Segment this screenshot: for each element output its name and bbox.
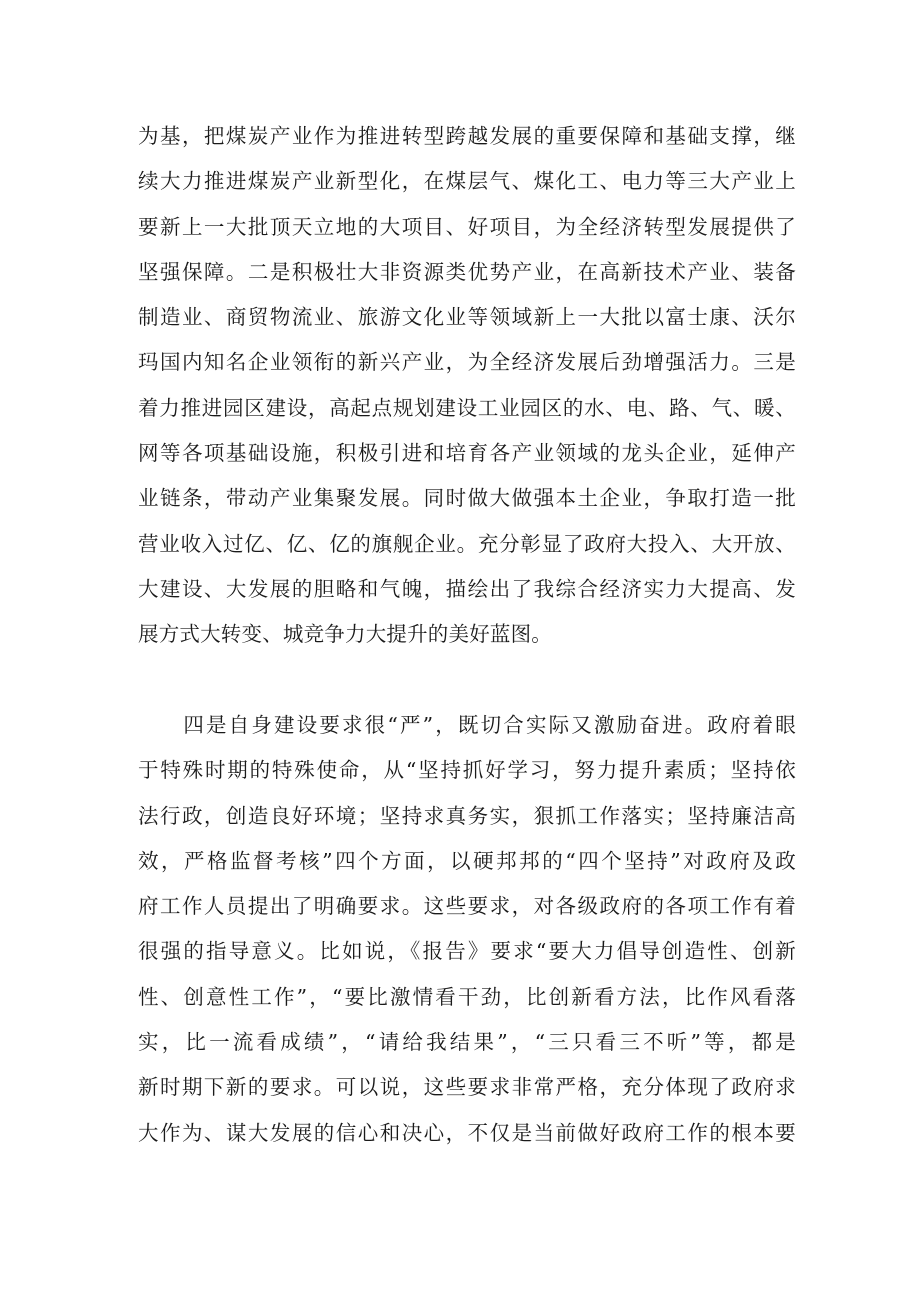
- paragraph-line: 于特殊时期的特殊使命，从“坚持抓好学习，努力提升素质；坚持依: [138, 758, 796, 783]
- paragraph-line: 为基，把煤炭产业作为推进转型跨越发展的重要保障和基础支撑，继: [138, 124, 796, 148]
- paragraph-line: 新时期下新的要求。可以说，这些要求非常严格，充分体现了政府求: [138, 1075, 796, 1100]
- paragraph-line: 业链条，带动产业集聚发展。同时做大做强本土企业，争取打造一批: [138, 486, 796, 511]
- paragraph-2: [138, 703, 796, 1156]
- paragraph-line: 法行政，创造良好环境；坚持求真务实，狠抓工作落实；坚持廉洁高: [138, 803, 796, 828]
- paragraph-line: 坚强保障。二是积极壮大非资源类优势产业，在高新技术产业、装备: [138, 259, 796, 284]
- paragraph-line: 展方式大转变、城竞争力大提升的美好蓝图。: [138, 622, 552, 647]
- paragraph-line: 府工作人员提出了明确要求。这些要求，对各级政府的各项工作有着: [138, 894, 796, 919]
- paragraph-line: 要新上一大批顶天立地的大项目、好项目，为全经济转型发展提供了: [138, 214, 796, 239]
- paragraph-line: 网等各项基础设施，积极引进和培育各产业领域的龙头企业，延伸产: [138, 441, 796, 466]
- paragraph-line: 大建设、大发展的胆略和气魄，描绘出了我综合经济实力大提高、发: [138, 576, 796, 601]
- paragraph-line: 效，严格监督考核”四个方面，以硬邦邦的“四个坚持”对政府及政: [138, 848, 796, 873]
- paragraph-line: 性、创意性工作”，“要比激情看干劲，比创新看方法，比作风看落: [138, 984, 796, 1009]
- paragraph-1: [138, 114, 796, 658]
- paragraph-line: 续大力推进煤炭产业新型化，在煤层气、煤化工、电力等三大产业上: [138, 169, 796, 194]
- paragraph-line: 大作为、谋大发展的信心和决心，不仅是当前做好政府工作的根本要: [138, 1120, 796, 1145]
- paragraph-line: 着力推进园区建设，高起点规划建设工业园区的水、电、路、气、暖、: [138, 395, 796, 420]
- paragraph-line: 实，比一流看成绩”，“请给我结果”，“三只看三不听”等，都是: [138, 1030, 796, 1055]
- paragraph-line: 营业收入过亿、亿、亿的旗舰企业。充分彰显了政府大投入、大开放、: [138, 531, 796, 556]
- paragraph-line: 很强的指导意义。比如说，《报告》要求“要大力倡导创造性、创新: [138, 939, 796, 964]
- paragraph-line: 制造业、商贸物流业、旅游文化业等领域新上一大批以富士康、沃尔: [138, 305, 796, 330]
- paragraph-line: 四是自身建设要求很“严”，既切合实际又激励奋进。政府着眼: [138, 713, 796, 737]
- paragraph-line: 玛国内知名企业领衔的新兴产业，为全经济发展后劲增强活力。三是: [138, 350, 796, 375]
